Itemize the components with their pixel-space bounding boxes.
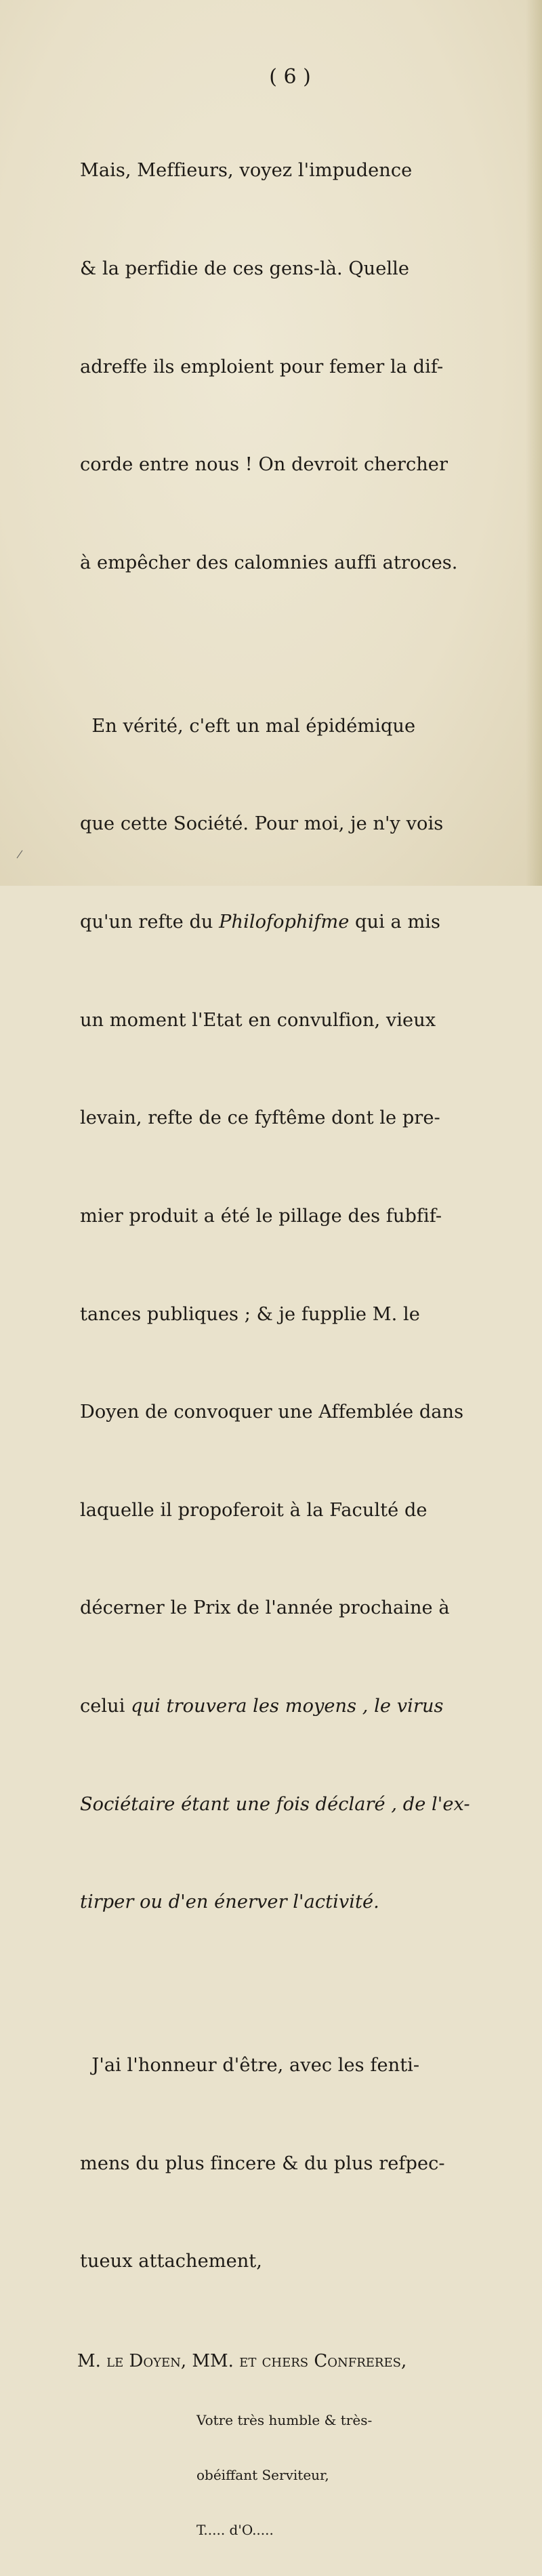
text-line [80, 906, 520, 939]
text-line: corde entre nous ! On devroit chercher [80, 454, 448, 476]
italic-word-philosophisme: Philofophifme [219, 912, 350, 933]
text-line: & la perfidie de ces gens-là. Quelle [80, 258, 410, 280]
document-page [77, 65, 520, 2576]
italic-phrase: qui trouvera les moyens , le virus [131, 1695, 444, 1717]
text-line: laquelle il propoferoit à la Faculté de [80, 1499, 428, 1521]
page-number: ( 6 ) [269, 65, 311, 89]
closing-line: Votre très humble & très- [196, 2412, 373, 2429]
text-line: J'ai l'honneur d'être, avec les fenti- [80, 2055, 420, 2077]
text-line-italic: Sociétaire étant une fois déclaré , de l'ex- [80, 1793, 470, 1815]
line-post: qui a mis [349, 912, 441, 933]
text-line-italic: tirper ou d'en énerver l'activité. [80, 1892, 379, 1913]
paragraph-1 [80, 89, 520, 645]
text-line: un moment l'Etat en convulfion, vieux [80, 1009, 436, 1031]
salutation: M. le Doyen, MM. et chers Confreres, [77, 2351, 407, 2372]
text-line: que cette Société. Pour moi, je n'y vois [80, 813, 444, 835]
paragraph-2 [80, 645, 520, 1984]
signature: T..... d'O..... [196, 2522, 274, 2539]
text-line: Doyen de convoquer une Affemblée dans [80, 1402, 464, 1423]
text-line [80, 1690, 520, 1723]
text-line: mier produit a été le pillage des fubfif- [80, 1205, 442, 1227]
text-line: mens du plus fincere & du plus refpec- [80, 2152, 445, 2174]
page-edge-shadow [526, 0, 542, 886]
text-line: à empêcher des calomnies auffi atroces. [80, 552, 458, 573]
text-line: Mais, Meffieurs, voyez l'impudence [80, 160, 413, 182]
text-line: tueux attachement, [80, 2251, 262, 2272]
paragraph-3 [80, 1984, 520, 2344]
text-line: tances publiques ; & je fupplie M. le [80, 1303, 420, 1325]
line-pre: celui [80, 1695, 131, 1717]
text-line: En vérité, c'eft un mal épidémique [80, 715, 416, 737]
text-line: décerner le Prix de l'année prochaine à [80, 1597, 450, 1619]
closing-line: obéiffant Serviteur, [196, 2467, 329, 2484]
text-line: levain, refte de ce fyftême dont le pre- [80, 1107, 440, 1129]
text-line: adreffe ils emploient pour femer la dif- [80, 356, 444, 377]
line-pre: qu'un refte du [80, 912, 220, 933]
signature-block [196, 2375, 520, 2576]
